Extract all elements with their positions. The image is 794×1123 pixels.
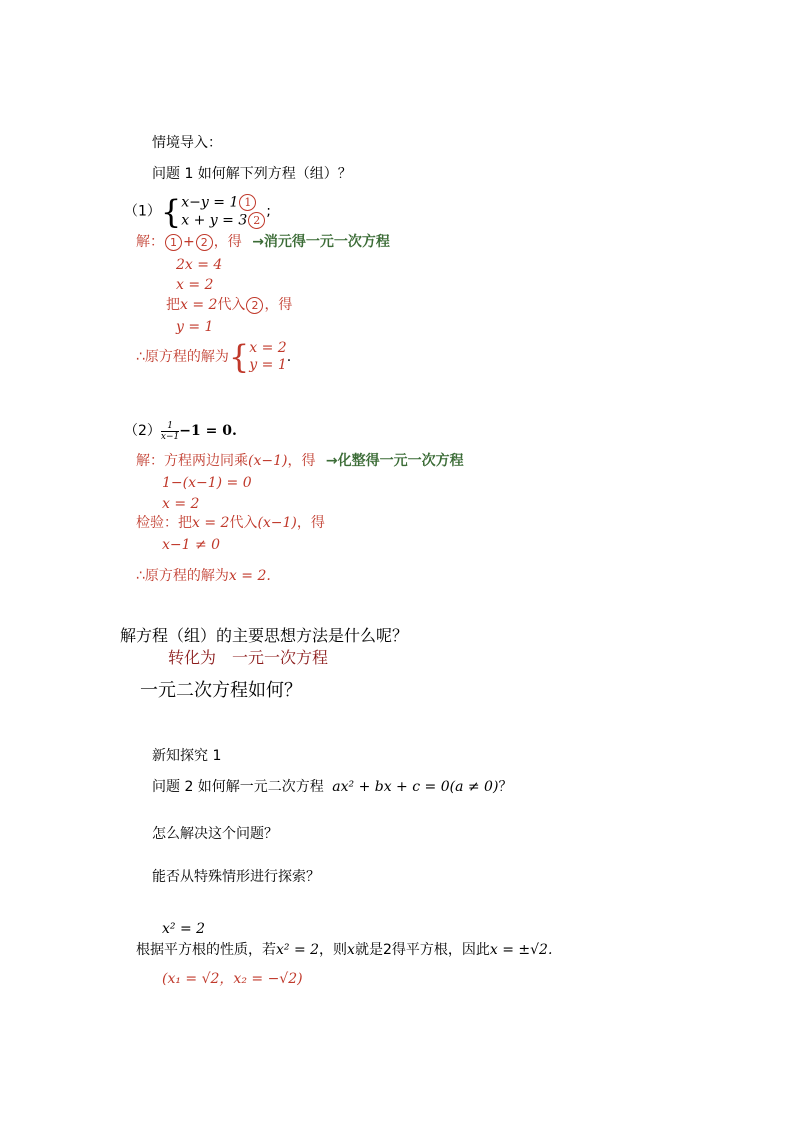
- sub-eq: x = 2: [180, 297, 218, 313]
- step-x-2: x = 2: [162, 496, 200, 512]
- circled-number-2: 2: [246, 297, 263, 314]
- conclusion-2: [136, 567, 271, 585]
- explore-heading: 新知探究 1: [152, 748, 222, 764]
- property-eq: x² = 2: [276, 942, 320, 958]
- solution-2-line: [136, 452, 464, 470]
- check-eq: x = 2: [192, 515, 230, 531]
- system-eq1: x−y = 1: [181, 194, 239, 211]
- system-tail: ;: [266, 203, 271, 220]
- how-question: 怎么解决这个问题？: [152, 826, 278, 842]
- fraction-numerator: 1: [161, 421, 179, 432]
- conclusion-2-answer: x = 2.: [228, 568, 271, 584]
- method-answer-1: 转化为: [168, 648, 217, 667]
- check-result: x−1 ≠ 0: [162, 537, 221, 553]
- fraction-denominator: x−1: [160, 431, 180, 442]
- circled-number-2: 2: [196, 234, 213, 251]
- step-expand: 1−(x−1) = 0: [162, 475, 252, 491]
- brace-icon: {: [160, 192, 182, 231]
- problem-1-system: [124, 194, 271, 229]
- property-a: 根据平方根的性质，若: [136, 942, 276, 958]
- fraction: [161, 421, 179, 442]
- answer-y: y = 1: [249, 357, 287, 373]
- answer-tail: .: [286, 349, 292, 365]
- special-case-question: 能否从特殊情形进行探索？: [152, 869, 320, 885]
- solution-2-pre: 解：方程两边同乘: [136, 453, 248, 469]
- solution-1-line: [136, 233, 390, 251]
- intro-heading: 情境导入：: [152, 135, 222, 151]
- problem-1-label: （1）: [124, 203, 161, 220]
- sub-mid: 代入: [217, 297, 246, 313]
- clear-fraction-note: →化整得一元一次方程: [325, 453, 464, 469]
- property-result: x = ±√2.: [489, 942, 553, 958]
- substitute-line: [166, 296, 292, 314]
- step-y: y = 1: [176, 319, 214, 335]
- problem-2-equation: [124, 420, 237, 442]
- question-2-pre: 问题 2 如何解一元二次方程: [152, 779, 324, 795]
- method-answer-2: 一元一次方程: [232, 648, 329, 667]
- equation-rest: −1 = 0.: [179, 423, 237, 439]
- plus-sign: +: [183, 234, 195, 250]
- conclusion-1: [136, 340, 291, 374]
- check-pre: 检验：把: [136, 515, 192, 531]
- question-2: [152, 778, 512, 796]
- answer-x: x = 2: [249, 340, 287, 356]
- check-mid: 代入: [229, 515, 258, 531]
- general-quadratic: ax² + bx + c = 0(a ≠ 0): [332, 779, 499, 795]
- method-answer: [168, 649, 328, 667]
- property-x: x: [347, 942, 355, 958]
- property-line: [136, 941, 552, 959]
- circled-number-1: 1: [239, 194, 256, 211]
- question-1: 问题 1 如何解下列方程（组）？: [152, 166, 352, 182]
- property-b: ，则: [319, 942, 348, 958]
- multiplier: (x−1): [248, 453, 288, 469]
- check-expr: (x−1): [257, 515, 297, 531]
- de-text: ，得: [213, 234, 242, 250]
- sub-post: ，得: [264, 297, 293, 313]
- circled-number-2: 2: [248, 212, 265, 229]
- step-x: x = 2: [176, 277, 214, 293]
- check-post: ，得: [296, 515, 325, 531]
- quadratic-question: 一元二次方程如何？: [140, 680, 302, 701]
- method-question: 解方程（组）的主要思想方法是什么呢？: [120, 626, 409, 645]
- solution-2-post: ，得: [287, 453, 316, 469]
- property-c: 就是2得平方根，因此: [354, 942, 490, 958]
- conclusion-2-text: ∴原方程的解为: [136, 568, 229, 584]
- solution-prefix: 解：: [136, 234, 164, 250]
- brace-icon: {: [228, 338, 250, 376]
- special-equation: x² = 2: [162, 921, 206, 937]
- system-eq2: x + y = 3: [181, 212, 248, 228]
- circled-number-1: 1: [165, 234, 182, 251]
- problem-2-label: （2）: [124, 423, 161, 439]
- step-2x: 2x = 4: [176, 257, 223, 273]
- check-line: [136, 514, 325, 532]
- conclusion-text: ∴原方程的解为: [136, 349, 229, 365]
- question-2-post: ？: [498, 779, 513, 795]
- sub-pre: 把: [166, 297, 180, 313]
- elimination-note: →消元得一元一次方程: [252, 234, 390, 250]
- roots-line: (x₁ = √2，x₂ = −√2): [162, 971, 303, 987]
